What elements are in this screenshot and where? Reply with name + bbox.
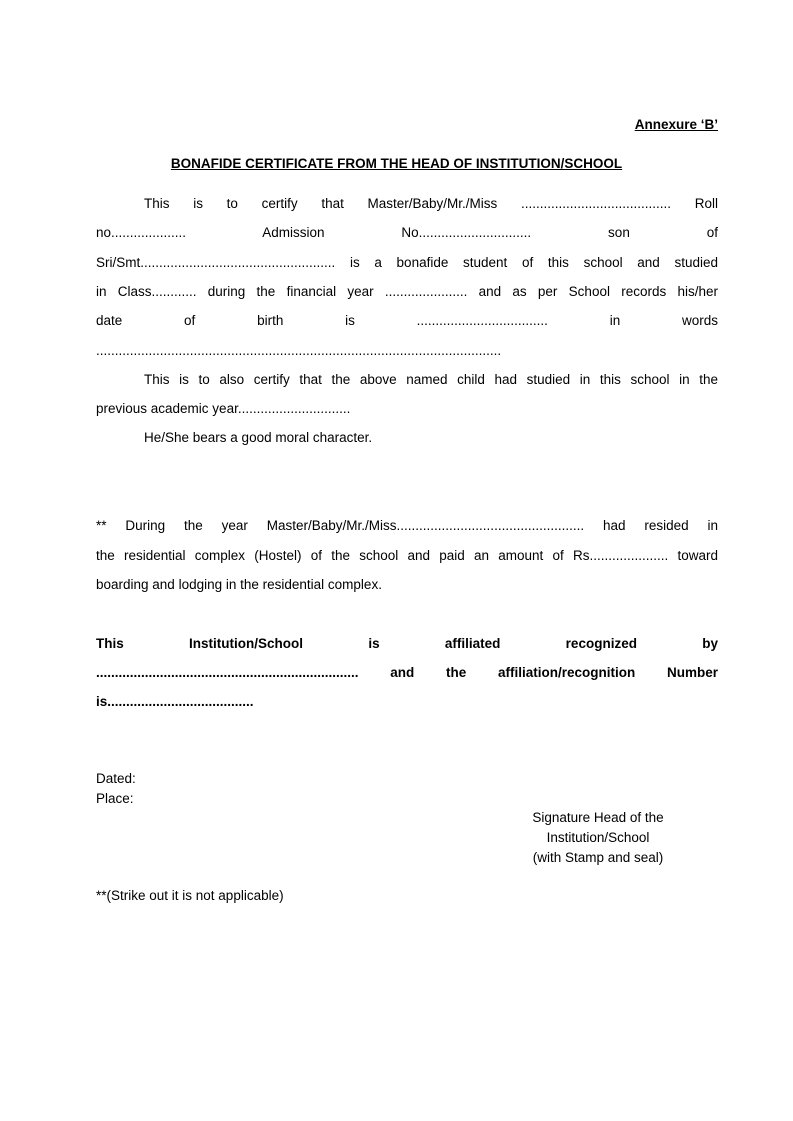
para5-line: This Institution/School is affiliated recognized by [96, 636, 718, 651]
para1-line: Sri/Smt.................................................... is a bonafide student of this school and studied [96, 255, 718, 270]
para1-line: date of birth is ................................... in words [96, 313, 718, 328]
annexure-label: Annexure ‘B’ [634, 117, 718, 132]
para1-line: ............................................................................................................ [96, 343, 502, 358]
para5-line: is....................................... [96, 694, 254, 709]
signature-line: (with Stamp and seal) [532, 850, 664, 865]
place-label: Place: [96, 791, 134, 806]
para4-line: ** During the year Master/Baby/Mr./Miss.................................................. had resided in [96, 518, 718, 533]
para1-line: in Class............ during the financial year ...................... and as per School records his/her [96, 284, 718, 299]
dated-label: Dated: [96, 771, 136, 786]
footnote: **(Strike out it is not applicable) [96, 888, 284, 903]
para3-line: He/She bears a good moral character. [144, 430, 373, 445]
para2-line: previous academic year.............................. [96, 401, 351, 416]
signature-line: Signature Head of the [532, 810, 664, 825]
para1-line: no.................... Admission No.............................. son of [96, 225, 718, 240]
para4-line: boarding and lodging in the residential complex. [96, 577, 382, 592]
para2-line: This is to also certify that the above named child had studied in this school in the [144, 372, 718, 387]
para1-line: This is to certify that Master/Baby/Mr./Miss ........................................ Roll [144, 196, 718, 211]
certificate-title: BONAFIDE CERTIFICATE FROM THE HEAD OF INSTITUTION/SCHOOL [170, 156, 623, 171]
para4-line: the residential complex (Hostel) of the school and paid an amount of Rs..................... toward [96, 548, 718, 563]
para5-line: ...................................................................... and the affiliation/recognition Number [96, 665, 718, 680]
signature-line: Institution/School [546, 830, 650, 845]
